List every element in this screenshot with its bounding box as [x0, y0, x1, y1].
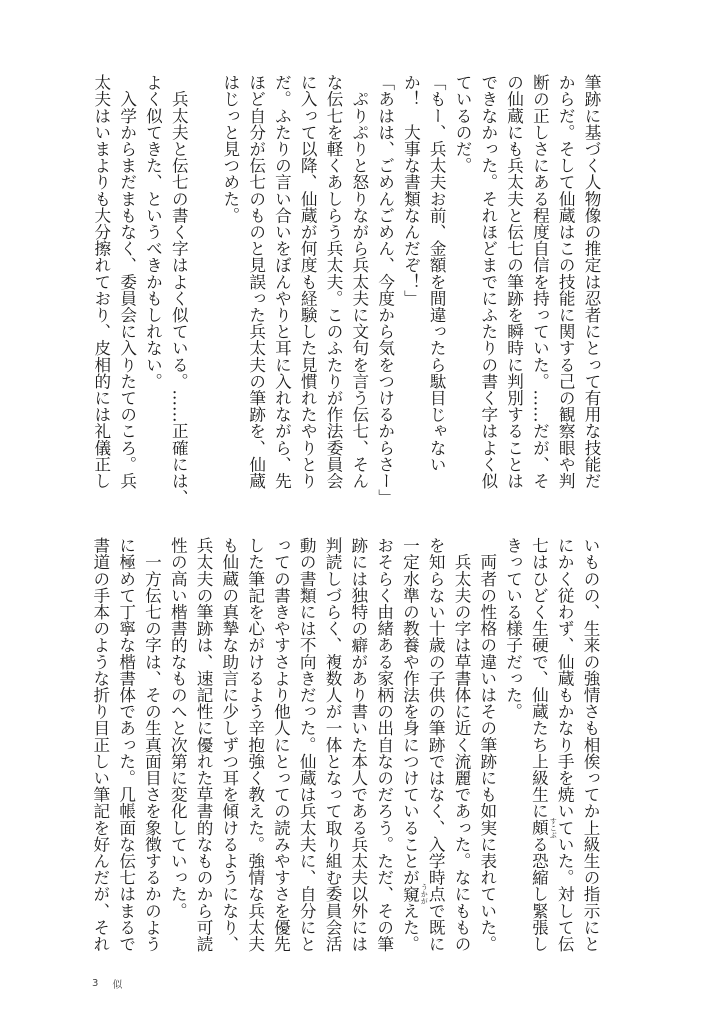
text-column: ているのだ。 — [453, 74, 473, 174]
ruby-base — [400, 883, 429, 905]
dialogue-column: 「あはは、ごめんごめん、今度から気をつけるからさー」 — [375, 74, 395, 506]
text-column-with-ruby — [526, 537, 558, 953]
scene-break — [191, 74, 217, 490]
text-column: にかく従わず、仙蔵もかなり手を焼いていた。対して伝 — [555, 537, 575, 952]
text-column: 兵太夫と伝七の書く字はよく似ている。……正確には、 — [169, 74, 189, 506]
page-number: 3 — [92, 978, 99, 989]
text-column: の仙蔵にも兵太夫と伝七の筆跡を瞬時に判別することは — [504, 74, 524, 489]
text-block-upper — [88, 74, 604, 506]
dialogue-column: 「もー、兵太夫お前、金額を間違ったら駄目じゃない — [427, 74, 447, 473]
text-column: 兵太夫の筆跡は、速記性に優れた草書的なものから可読 — [194, 537, 214, 952]
ruby-base-char: 窺 — [400, 885, 420, 903]
text-column: に入って以降、仙蔵が何度も経験した見慣れたやりとり — [298, 74, 318, 489]
column-text-after: えた。 — [400, 902, 420, 953]
text-column: 一方伝七の字は、その生真面目さを象徴するかのよう — [142, 537, 162, 952]
text-column-with-ruby — [397, 537, 429, 953]
text-column: からだ。そして仙蔵はこの技能に関する己の観察眼や判 — [556, 74, 576, 489]
text-column: な伝七を軽くあしらう兵太夫。このふたりが作法委員会 — [324, 74, 344, 489]
text-column: よく似てきた、というべきかもしれない。 — [143, 74, 163, 390]
text-column: 跡には独特の癖があり書いた本人である兵太夫以外には — [348, 537, 368, 952]
ruby-annotation: すこぶ — [549, 817, 558, 838]
page-footer — [92, 976, 122, 991]
text-column: 太夫はいまよりも大分擦れており、皮相的には礼儀正し — [91, 74, 111, 489]
text-column: 入学からまだまもなく、委員会に入りたてのころ。兵 — [117, 74, 137, 489]
text-column: 兵太夫の字は草書体に近く流麗であった。なにももの — [452, 537, 472, 952]
column-text-after: る恐縮し緊張し — [529, 835, 549, 953]
text-block-lower — [87, 537, 603, 957]
text-column: はじっと見つめた。 — [220, 74, 240, 224]
text-column: 断の正しさにある程度自信を持っていた。……だが、そ — [530, 74, 550, 489]
text-column: 両者の性格の違いはその筆跡にも如実に表れていた。 — [477, 537, 497, 952]
text-column: 筆跡に基づく人物像の推定は忍者にとって有用な技能だ — [582, 74, 601, 489]
column-text-before: 一定水準の教養や作法を身につけていることが — [400, 537, 420, 886]
text-column: だ。ふたりの言い合いをぼんやりと耳に入れながら、先 — [272, 74, 292, 489]
ruby-base-char: 頗 — [529, 819, 549, 836]
text-column: っての書きやすさより他人にとっての読みやすさを優先 — [271, 537, 291, 952]
text-column: した筆記を心がけるよう辛抱強く教えた。強情な兵太夫 — [245, 537, 265, 952]
text-column: ぷりぷりと怒りながら兵太夫に文句を言う伝七、そん — [349, 74, 369, 489]
text-column: を知らない十歳の子供の筆跡ではなく、入学時点で既に — [426, 537, 446, 952]
text-column: できなかった。それほどまでにふたりの書く字はよく似 — [478, 74, 498, 489]
dialogue-column: か！ 大事な書類なんだぞ！」 — [401, 74, 421, 307]
running-title: 似 — [112, 980, 123, 991]
ruby-annotation: うかが — [420, 883, 429, 905]
text-column: きっている様子だった。 — [503, 537, 523, 720]
text-column: に極めて丁寧な楷書体であった。几帳面な伝七はまるで — [116, 537, 136, 952]
ruby-base — [529, 817, 558, 838]
text-column: 性の高い楷書的なものへと次第に変化していった。 — [168, 537, 188, 919]
text-column: いものの、生来の強情さも相俟ってか上級生の指示にと — [581, 537, 600, 952]
text-column: 書道の手本のような折り目正しい筆記を好んだが、それ — [90, 537, 110, 952]
text-column: 判読しづらく、複数人が一体となって取り組む委員会活 — [323, 537, 343, 952]
text-column: おそらく由緒ある家柄の出自なのだろう。ただ、その筆 — [374, 537, 394, 952]
text-column: 動の書類には不向きだった。仙蔵は兵太夫に、自分にと — [297, 537, 317, 952]
text-column: も仙蔵の真摯な助言に少しずつ耳を傾けるようになり、 — [219, 537, 239, 952]
text-column: ほど自分が伝七のものと見誤った兵太夫の筆跡を、仙蔵 — [246, 74, 266, 489]
column-text-before: 七はひどく生硬で、仙蔵たち上級生に — [529, 537, 549, 820]
